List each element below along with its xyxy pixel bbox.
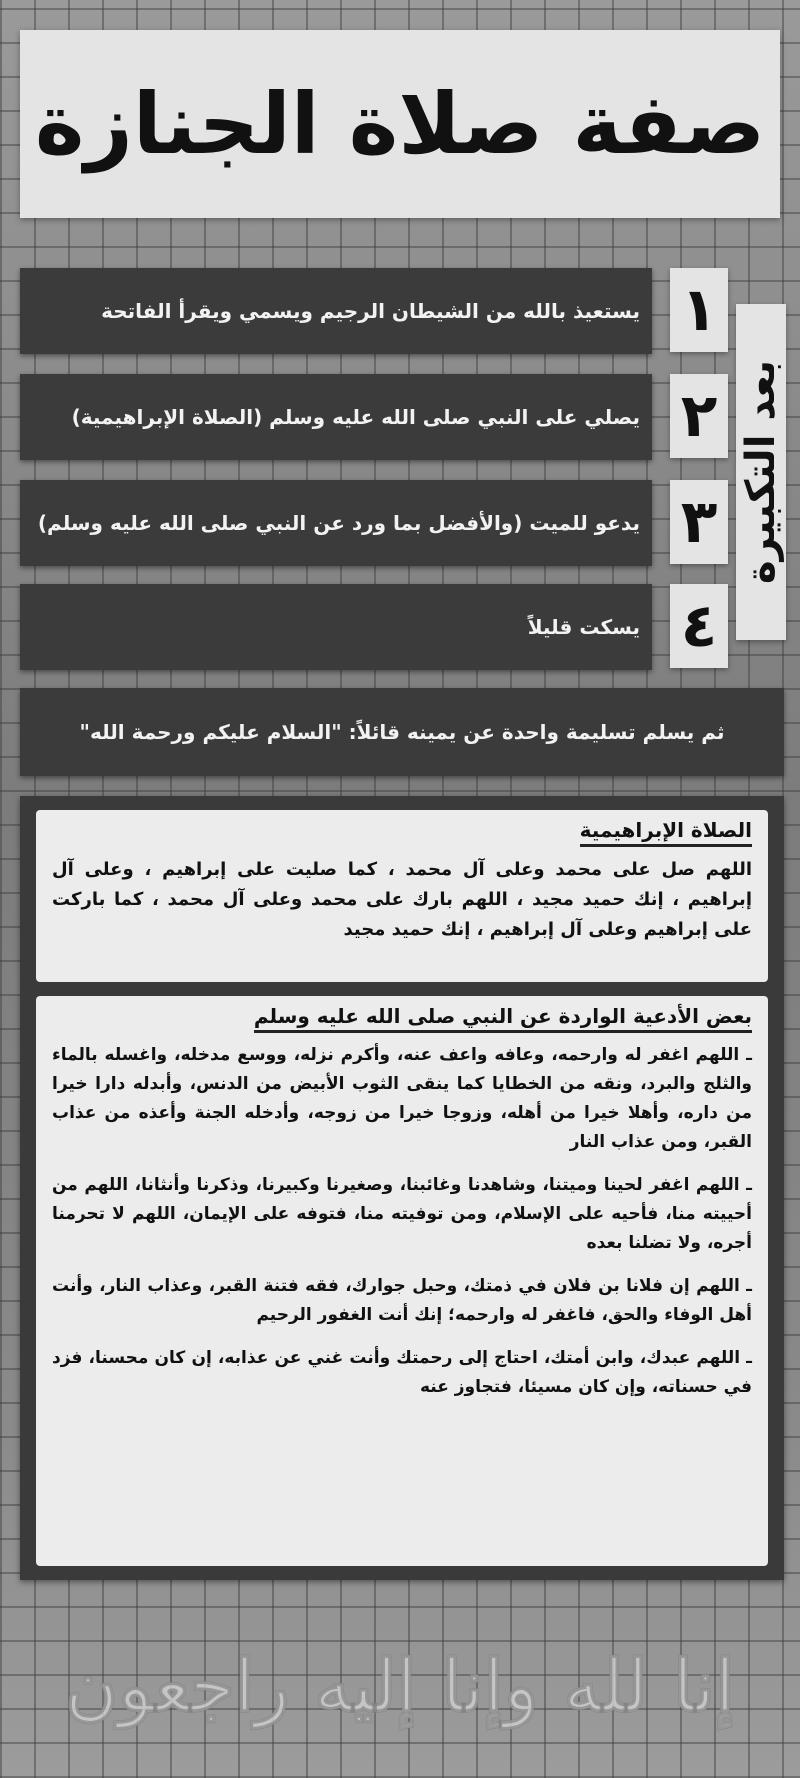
footer-text: إنا لله وإنا إليه راجعون [65, 1643, 735, 1728]
ibrahimiya-card [36, 810, 768, 982]
step-number-1: ١ [670, 268, 728, 352]
dua-item-1: ـ اللهم اغفر له وارحمه، وعافه واعف عنه، وأكرم نزله، ووسع مدخله، واغسله بالماء والثلج والبرد، ونقه من الخطايا كما ينقى الثوب الأبيض من الدنس، وأبدله دارا خيرا من داره، وأهلا خيرا من أهله، وزوجا خيرا من زوجه، وأدخله الجنة وأعذه من عذاب القبر، ومن عذاب النار [52, 1045, 752, 1152]
step-bar-1 [20, 268, 652, 354]
step-number-2: ٢ [670, 374, 728, 458]
salam-text: ثم يسلم تسليمة واحدة عن يمينه قائلاً: "السلام عليكم ورحمة الله" [79, 720, 725, 744]
title-banner [20, 30, 780, 218]
ibrahimiya-text: اللهم صل على محمد وعلى آل محمد ، كما صليت على إبراهيم ، وعلى آل إبراهيم ، إنك حميد مجيد ، اللهم بارك على محمد وعلى آل محمد ، كما باركت على إبراهيم وعلى آل إبراهيم ، إنك حميد مجيد [52, 859, 752, 940]
step-text-1: يستعيذ بالله من الشيطان الرجيم ويسمي ويقرأ الفاتحة [101, 299, 640, 323]
after-takbeer-text: بعد التكبيرة [738, 359, 784, 585]
duas-heading: بعض الأدعية الواردة عن النبي صلى الله عليه وسلم [254, 1004, 752, 1033]
step-text-4: يسكت قليلاً [527, 615, 640, 639]
salam-bar [20, 688, 784, 776]
step-number-4: ٤ [670, 584, 728, 668]
step-text-3: يدعو للميت (والأفضل بما ورد عن النبي صلى الله عليه وسلم) [37, 511, 640, 535]
step-bar-3 [20, 480, 652, 566]
after-takbeer-label [736, 304, 786, 640]
duas-card [36, 996, 768, 1566]
page-title: صفة صلاة الجنازة [34, 75, 766, 173]
step-number-3: ٣ [670, 480, 728, 564]
dua-item-4: ـ اللهم عبدك، وابن أمتك، احتاج إلى رحمتك وأنت غني عن عذابه، إن كان محسنا، فزد في حسناته، وإن كان مسيئا، فتجاوز عنه [52, 1348, 752, 1397]
ibrahimiya-heading: الصلاة الإبراهيمية [580, 818, 752, 847]
duas-panel [20, 796, 784, 1580]
step-bar-4 [20, 584, 652, 670]
dua-item-3: ـ اللهم إن فلانا بن فلان في ذمتك، وحبل جوارك، فقه فتنة القبر، وعذاب النار، وأنت أهل الوفاء والحق، فاغفر له وارحمه؛ إنك أنت الغفور الرحيم [52, 1276, 752, 1325]
footer-calligraphy [0, 1594, 800, 1778]
dua-item-2: ـ اللهم اغفر لحينا وميتنا، وشاهدنا وغائبنا، وصغيرنا وكبيرنا، وذكرنا وأنثانا، اللهم من أحييته منا، فأحيه على الإسلام، ومن توفيته منا، فتوفه على الإيمان، اللهم لا تحرمنا أجره، ولا تضلنا بعده [52, 1175, 752, 1253]
step-text-2: يصلي على النبي صلى الله عليه وسلم (الصلاة الإبراهيمية) [71, 405, 640, 429]
step-bar-2 [20, 374, 652, 460]
